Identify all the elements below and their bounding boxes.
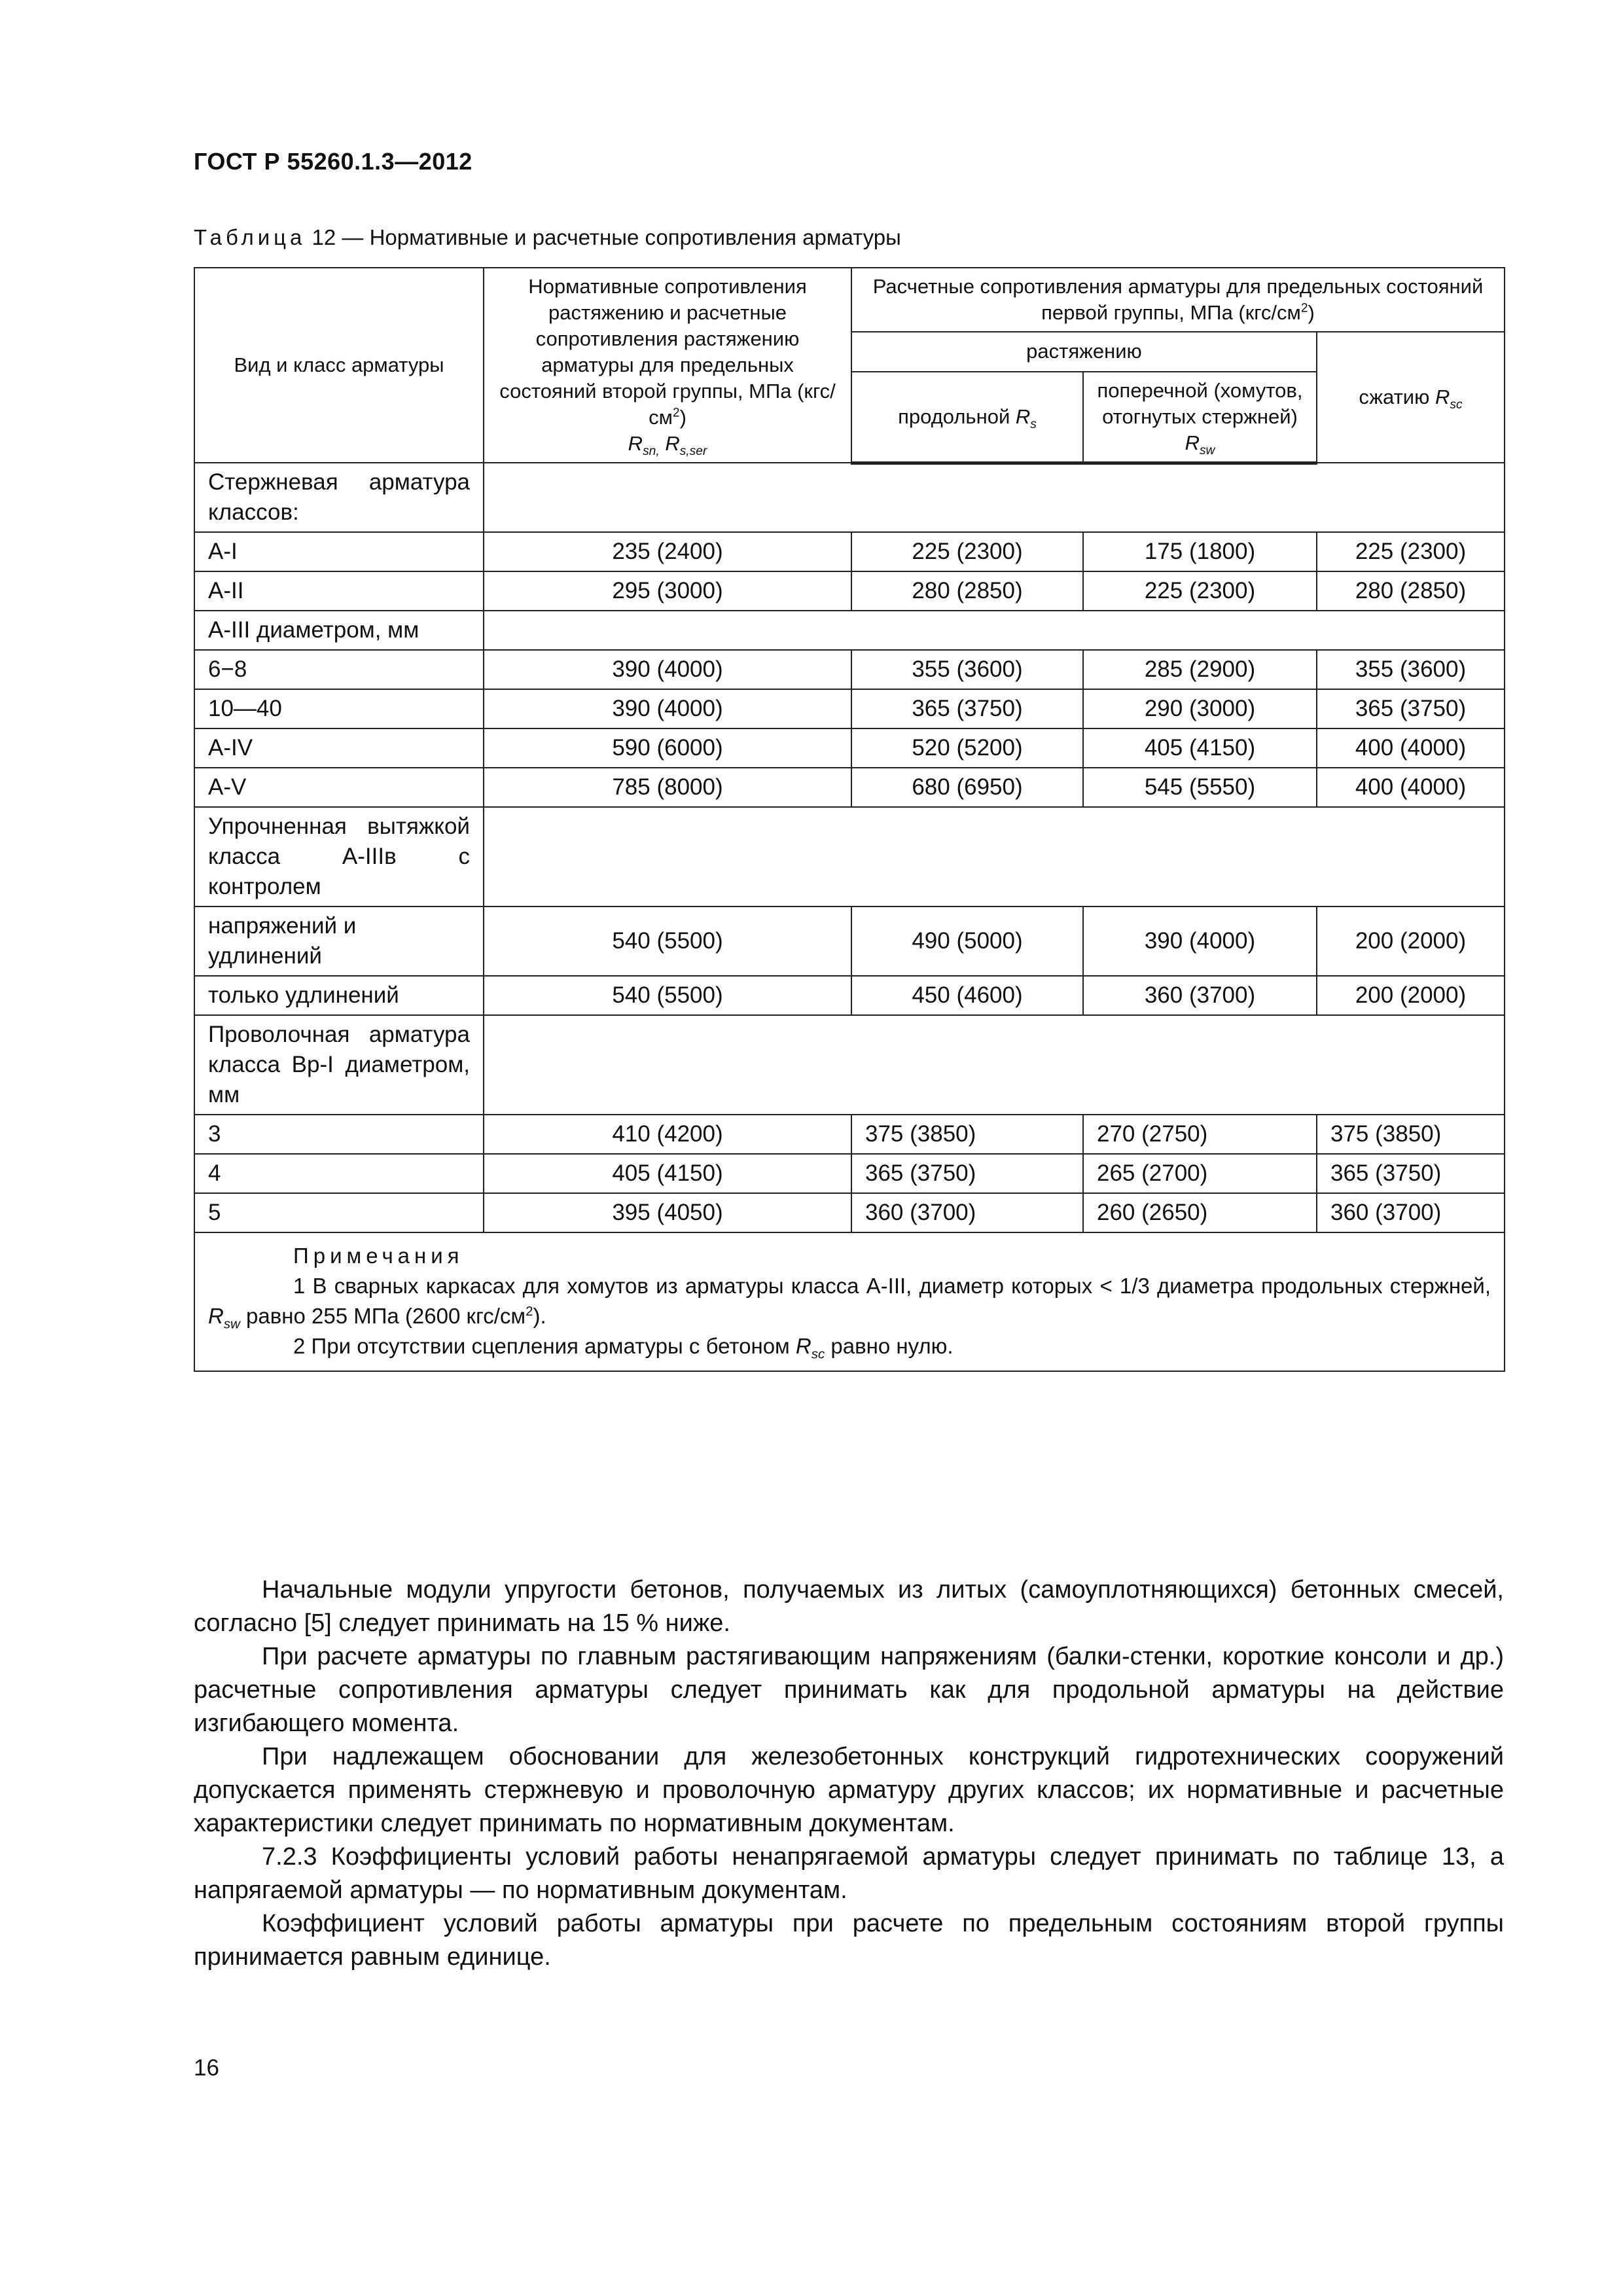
- value-cell: 225 (2300): [1083, 571, 1317, 611]
- value-cell: 395 (4050): [484, 1193, 851, 1232]
- notes-title: Примечания: [293, 1244, 464, 1268]
- row-label: А-II: [194, 571, 484, 611]
- value-cell: 260 (2650): [1083, 1193, 1317, 1232]
- table-row: [194, 1015, 1505, 1115]
- value-cell: 400 (4000): [1317, 728, 1505, 768]
- value-cell: 540 (5500): [484, 976, 851, 1015]
- value-cell: 365 (3750): [1317, 689, 1505, 728]
- table-row: [194, 976, 1505, 1015]
- note-2-end: равно нулю.: [830, 1334, 954, 1358]
- normative-sub-2: s,ser: [679, 444, 707, 459]
- value-cell: 375 (3850): [1317, 1115, 1505, 1154]
- table-row: [194, 650, 1505, 689]
- design-group-text: Расчетные сопротивления арматуры для предельных состояний первой группы, МПа (кгс/см: [872, 275, 1484, 324]
- value-cell: 235 (2400): [484, 532, 851, 571]
- value-cell: 360 (3700): [1317, 1193, 1505, 1232]
- header-design-group: [851, 268, 1505, 332]
- table-row: [194, 571, 1505, 611]
- value-cell: 360 (3700): [1083, 976, 1317, 1015]
- header-tension: растяжению: [851, 332, 1317, 372]
- paragraph: При надлежащем обосновании для железобетонных конструкций гидротехнических сооружений допускается применять стержневую и проволочную арматуру других классов; их нормативные и расчетные характеристики следует принимать по нормативным документам.: [194, 1743, 1504, 1837]
- row-label: 6−8: [194, 650, 484, 689]
- value-cell: 490 (5000): [851, 906, 1083, 976]
- page-number: 16: [194, 2055, 219, 2081]
- value-cell: 405 (4150): [1083, 728, 1317, 768]
- note-1-text: 1 В сварных каркасах для хомутов из арматуры класса А-III, диаметр которых < 1/3 диаметра продольных стержней,: [293, 1274, 1491, 1298]
- value-cell: 365 (3750): [851, 689, 1083, 728]
- table-row: [194, 1115, 1505, 1154]
- value-cell: 285 (2900): [1083, 650, 1317, 689]
- paragraph: При расчете арматуры по главным растягивающим напряжениям (балки-стенки, короткие консоли и др.) расчетные сопротивления арматуры следует принимать как для продольной арматуры на действие изгибающего момента.: [194, 1643, 1504, 1737]
- table-row: [194, 728, 1505, 768]
- row-label: Упрочненная вытяжкой класса А-IIIв с контролем: [194, 807, 484, 906]
- row-label: А-III диаметром, мм: [194, 611, 484, 650]
- body-text: [194, 1573, 1504, 1974]
- document-header: ГОСТ Р 55260.1.3—2012: [194, 148, 473, 175]
- value-cell: 280 (2850): [851, 571, 1083, 611]
- normative-sym-1: R: [628, 432, 643, 455]
- value-cell: 405 (4150): [484, 1154, 851, 1193]
- compression-sub: sc: [1450, 398, 1463, 412]
- value-cell: 545 (5550): [1083, 768, 1317, 807]
- value-cell: 375 (3850): [851, 1115, 1083, 1154]
- note-2-sym: R: [795, 1334, 812, 1358]
- value-cell: 295 (3000): [484, 571, 851, 611]
- table-row: [194, 807, 1505, 906]
- value-cell: 540 (5500): [484, 906, 851, 976]
- longitudinal-sub: s: [1030, 417, 1037, 431]
- paragraph: 7.2.3 Коэффициенты условий работы ненапрягаемой арматуры следует принимать по таблице 13, а напрягаемой арматуры — по нормативным документам.: [194, 1843, 1504, 1904]
- value-cell: 200 (2000): [1317, 906, 1505, 976]
- row-label: только удлинений: [194, 976, 484, 1015]
- value-cell: 175 (1800): [1083, 532, 1317, 571]
- normative-text: Нормативные сопротивления растяжению и расчетные сопротивления растяжению арматуры для предельных состояний второй группы, МПа (кгс/см: [499, 275, 836, 429]
- value-cell: 785 (8000): [484, 768, 851, 807]
- value-cell: 365 (3750): [1317, 1154, 1505, 1193]
- design-group-sup: 2: [1300, 301, 1308, 315]
- table-row: [194, 463, 1505, 532]
- value-cell: 225 (2300): [851, 532, 1083, 571]
- header-type-class: Вид и класс арматуры: [194, 268, 484, 463]
- row-label: А-IV: [194, 728, 484, 768]
- paragraph: Коэффициент условий работы арматуры при расчете по предельным состояниям второй группы принимается равным единице.: [194, 1910, 1504, 1971]
- normative-sym-2: R: [665, 432, 680, 455]
- row-label: напряжений и удлинений: [194, 906, 484, 976]
- value-cell: 410 (4200): [484, 1115, 851, 1154]
- value-cell: 265 (2700): [1083, 1154, 1317, 1193]
- row-label: 5: [194, 1193, 484, 1232]
- resistance-table: [194, 267, 1505, 1372]
- value-cell: 355 (3600): [851, 650, 1083, 689]
- longitudinal-sym: R: [1015, 404, 1031, 428]
- normative-sup: 2: [672, 406, 680, 420]
- note-1-value: равно 255 МПа (2600 кгс/см: [246, 1304, 526, 1328]
- compression-sym: R: [1435, 386, 1450, 408]
- table-row: [194, 906, 1505, 976]
- value-cell: 270 (2750): [1083, 1115, 1317, 1154]
- table-row: [194, 768, 1505, 807]
- value-cell: 390 (4000): [484, 650, 851, 689]
- empty-cell: [484, 807, 1505, 906]
- paragraph: Начальные модули упругости бетонов, получаемых из литых (самоуплотняющихся) бетонных смесей, согласно [5] следует принимать на 15 % ниже.: [194, 1576, 1504, 1637]
- design-group-end: ): [1308, 301, 1315, 324]
- empty-cell: [484, 611, 1505, 650]
- note-1-sub: sw: [223, 1316, 240, 1332]
- value-cell: 390 (4000): [484, 689, 851, 728]
- row-label: 3: [194, 1115, 484, 1154]
- notes-row: [194, 1232, 1505, 1371]
- table-row: [194, 1154, 1505, 1193]
- value-cell: 390 (4000): [1083, 906, 1317, 976]
- note-2: [208, 1331, 1491, 1361]
- note-2-sub: sc: [811, 1346, 825, 1362]
- compression-text: сжатию: [1359, 386, 1430, 408]
- caption-title: 12 — Нормативные и расчетные сопротивления арматуры: [306, 225, 901, 249]
- value-cell: 680 (6950): [851, 768, 1083, 807]
- longitudinal-text: продольной: [898, 404, 1010, 428]
- value-cell: 365 (3750): [851, 1154, 1083, 1193]
- value-cell: 450 (4600): [851, 976, 1083, 1015]
- table-caption: [194, 225, 901, 250]
- value-cell: 360 (3700): [851, 1193, 1083, 1232]
- transverse-sub: sw: [1199, 443, 1215, 457]
- empty-cell: [484, 1015, 1505, 1115]
- table-row: [194, 611, 1505, 650]
- value-cell: 290 (3000): [1083, 689, 1317, 728]
- header-normative: [484, 268, 851, 463]
- value-cell: 225 (2300): [1317, 532, 1505, 571]
- table-row: [194, 532, 1505, 571]
- transverse-sym: R: [1185, 431, 1200, 454]
- header-transverse: [1083, 372, 1317, 463]
- normative-sub-1: sn,: [643, 444, 660, 459]
- row-label: А-V: [194, 768, 484, 807]
- transverse-text: поперечной (хомутов, отогнутых стержней): [1097, 378, 1303, 428]
- table-row: [194, 689, 1505, 728]
- value-cell: 355 (3600): [1317, 650, 1505, 689]
- value-cell: 280 (2850): [1317, 571, 1505, 611]
- note-1-sym: R: [208, 1304, 224, 1328]
- header-row: [194, 268, 1505, 332]
- table-row: [194, 1193, 1505, 1232]
- table-notes: [194, 1232, 1505, 1371]
- normative-text-end: ): [679, 406, 687, 429]
- note-1-sup: 2: [526, 1304, 533, 1319]
- value-cell: 520 (5200): [851, 728, 1083, 768]
- row-label: Проволочная арматура класса Вр-I диаметром, мм: [194, 1015, 484, 1115]
- row-label: 10—40: [194, 689, 484, 728]
- header-longitudinal: [851, 372, 1083, 463]
- value-cell: 200 (2000): [1317, 976, 1505, 1015]
- value-cell: 400 (4000): [1317, 768, 1505, 807]
- row-label: Стержневая арматура классов:: [194, 463, 484, 532]
- header-compression: [1317, 332, 1505, 463]
- row-label: 4: [194, 1154, 484, 1193]
- value-cell: 590 (6000): [484, 728, 851, 768]
- row-label: А-I: [194, 532, 484, 571]
- note-1-end: ).: [533, 1304, 546, 1328]
- note-2-text: 2 При отсутствии сцепления арматуры с бетоном: [293, 1334, 790, 1358]
- caption-prefix: Таблица: [194, 225, 306, 249]
- empty-cell: [484, 463, 1505, 532]
- note-1: [208, 1271, 1491, 1331]
